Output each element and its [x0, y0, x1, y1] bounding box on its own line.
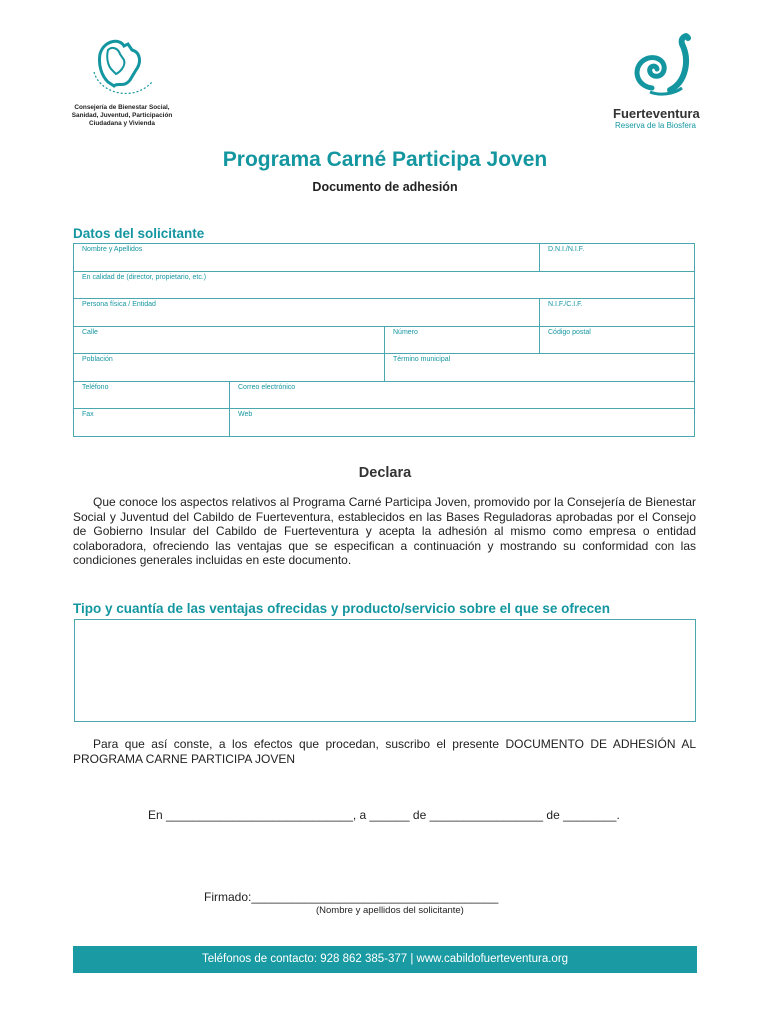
web-field[interactable] — [230, 409, 694, 437]
ventajas-textarea[interactable] — [74, 619, 696, 722]
nombre-label: Nombre y Apellidos — [82, 246, 143, 253]
org-line-3: Ciudadana y Vivienda — [89, 120, 155, 127]
form-row — [74, 299, 694, 327]
form-row — [74, 409, 694, 437]
codigo-postal-label: Código postal — [548, 328, 591, 336]
poblacion-label: Población — [82, 356, 113, 363]
web-label: Web — [238, 411, 253, 418]
calle-field[interactable] — [74, 327, 385, 354]
poblacion-field[interactable] — [74, 354, 385, 381]
fax-label: Fax — [82, 411, 94, 418]
persona-field[interactable] — [74, 299, 540, 326]
declara-heading: Declara — [358, 465, 412, 481]
applicant-section-title: Datos del solicitante — [73, 226, 205, 241]
island-emblem-icon — [90, 36, 160, 106]
org-line-1: Consejería de Bienestar Social, — [74, 104, 170, 111]
nif-cif-field[interactable] — [540, 299, 694, 326]
signature-line[interactable]: Firmado:_____________________________________ — [204, 890, 499, 904]
document-title: Programa Carné Participa Joven — [222, 148, 548, 171]
fax-field[interactable] — [74, 409, 230, 437]
contact-footer: Teléfonos de contacto: 928 862 385-377 | www.cabildofuerteventura.org — [73, 946, 697, 973]
form-row — [74, 354, 694, 382]
org-line-2: Sanidad, Juventud, Participación — [71, 112, 173, 119]
nombre-field[interactable] — [74, 244, 540, 271]
applicant-form — [73, 243, 695, 437]
calidad-label: En calidad de (director, propietario, etc.) — [82, 273, 207, 281]
calidad-field[interactable] — [74, 272, 694, 299]
brand-tagline: Reserva de la Biosfera — [615, 121, 696, 130]
ventajas-section-title: Tipo y cuantía de las ventajas ofrecidas y producto/servicio sobre el que se ofrecen — [73, 601, 610, 616]
termino-field[interactable] — [385, 354, 694, 381]
correo-field[interactable] — [230, 382, 694, 409]
dni-field[interactable] — [540, 244, 694, 271]
declara-paragraph: Que conoce los aspectos relativos al Programa Carné Participa Joven, promovido por la Consejería de Bienestar Social y Juventud del Cabildo de Fuerteventura, establecidos en las Bases Reguladoras aprobadas por el Consejo de Gobierno Insular del Cabildo de Fuerteventura y acepta la adhesión al mismo como empresa o entidad colaboradora, ofreciendo las ventajas que se especifican a continuación y mostrando su conformidad con las condiciones generales incluidas en este documento. — [73, 495, 696, 568]
spiral-logo-icon — [630, 30, 700, 102]
form-row — [74, 272, 694, 300]
persona-label: Persona física / Entidad — [82, 301, 156, 308]
form-row — [74, 327, 694, 355]
dni-label: D.N.I./N.I.F. — [548, 246, 585, 253]
fuerteventura-logo — [605, 30, 715, 140]
form-row — [74, 382, 694, 410]
numero-label: Número — [393, 328, 418, 336]
signature-caption: (Nombre y apellidos del solicitante) — [316, 905, 464, 916]
correo-label: Correo electrónico — [238, 383, 296, 391]
termino-label: Término municipal — [393, 356, 451, 363]
nif-cif-label: N.I.F./C.I.F. — [548, 301, 583, 308]
calle-label: Calle — [82, 328, 98, 336]
numero-field[interactable] — [385, 327, 540, 354]
codigo-postal-field[interactable] — [540, 327, 694, 354]
telefono-field[interactable] — [74, 382, 230, 409]
constancia-paragraph: Para que así conste, a los efectos que procedan, suscribo el presente DOCUMENTO DE ADHESIÓN AL PROGRAMA CARNE PARTICIPA JOVEN — [73, 737, 696, 766]
brand-name: Fuerteventura — [613, 106, 700, 121]
document-subtitle: Documento de adhesión — [312, 180, 458, 194]
form-row — [74, 244, 694, 272]
telefono-label: Teléfono — [82, 383, 109, 391]
cabildo-logo — [62, 36, 182, 146]
place-date-line[interactable]: En ____________________________, a ______ de _________________ de ________. — [148, 808, 620, 822]
